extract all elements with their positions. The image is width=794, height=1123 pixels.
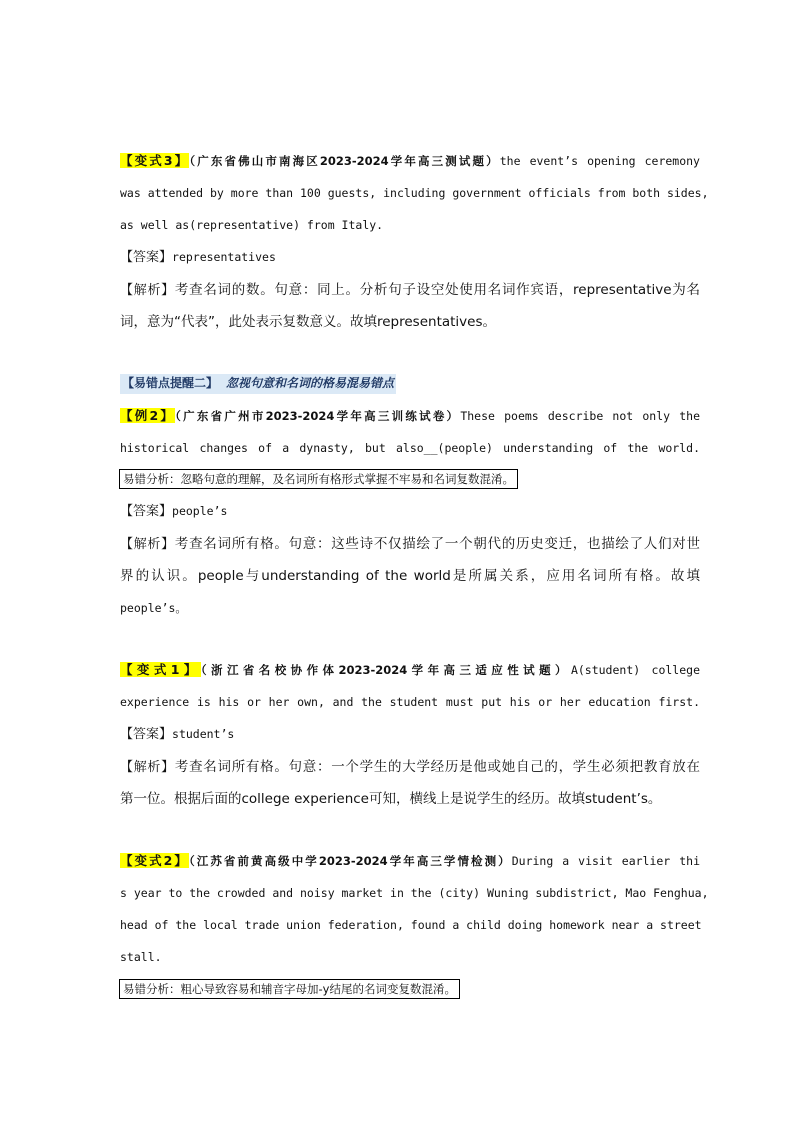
v3-analysis-line2: 词，意为“代表”，此处表示复数意义。故填representatives。 — [120, 314, 497, 330]
v3-question-line1 — [120, 153, 700, 169]
ex2-analysis-label: 【解析】 — [120, 537, 175, 552]
v2-line1-text: During a visit earlier thi — [511, 854, 700, 868]
ex2-answer-text: people’s — [172, 504, 228, 518]
ex2-error-note: 易错分析：忽略句意的理解，及名词所有格形式掌握不牢易和名词复数混淆。 — [119, 469, 518, 489]
v1-tag: 【变式1】 — [120, 662, 201, 677]
v3-answer-text: representatives — [172, 250, 276, 264]
ex2-question-line2: historical changes of a dynasty, but also__(people) understanding of the world. — [120, 441, 700, 455]
v1-answer-text: student’s — [172, 727, 235, 741]
section2-heading — [120, 374, 396, 394]
v1-analysis-text: 考查名词所有格。句意：一个学生的大学经历是他或她自己的，学生必须把教育放在 — [174, 759, 700, 775]
ex2-answer — [120, 503, 700, 520]
v1-answer-label: 【答案】 — [120, 727, 173, 742]
ex2-tag: 【例2】 — [120, 408, 176, 423]
v1-question-line1 — [120, 662, 700, 678]
v2-question-line2: s year to the crowded and noisy market in the (city) Wuning subdistrict, Mao Fenghua, — [120, 886, 709, 900]
v2-tag: 【变式2】 — [120, 853, 189, 868]
ex2-source: （广东省广州市2023-2024学年高三训练试卷） — [175, 409, 461, 423]
ex2-answer-label: 【答案】 — [120, 504, 173, 519]
v3-analysis-text: 考查名词的数。句意：同上。分析句子设空处使用名词作宾语，representative为名 — [174, 282, 700, 298]
section2-title: 【易错点提醒二】 — [122, 376, 219, 390]
ex2-analysis-text: 考查名词所有格。句意：这些诗不仅描绘了一个朝代的历史变迁，也描绘了人们对世 — [174, 536, 700, 552]
v3-analysis-label: 【解析】 — [120, 283, 175, 298]
v2-question-line4: stall. — [120, 950, 162, 964]
ex2-analysis-line1 — [120, 536, 700, 553]
v1-analysis-line1 — [120, 759, 700, 776]
ex2-line1-text: These poems describe not only the — [460, 409, 700, 423]
v3-question-line2: was attended by more than 100 guests, including government officials from both sides, — [120, 186, 709, 200]
v2-question-line1 — [120, 853, 700, 869]
v1-analysis-line2: 第一位。根据后面的college experience可知，横线上是说学生的经历。故填student’s。 — [120, 791, 662, 807]
section2-subtitle: 忽视句意和名词的格易混易错点 — [226, 376, 395, 390]
v3-answer — [120, 249, 700, 266]
ex2-analysis-line3: people’s。 — [120, 601, 187, 615]
v1-line1-text: A(student) college — [570, 663, 700, 677]
v2-error-note: 易错分析：粗心导致容易和辅音字母加-y结尾的名词变复数混淆。 — [119, 979, 460, 999]
v1-answer — [120, 726, 700, 743]
v1-source: （浙江省名校协作体2023-2024学年高三适应性试题） — [200, 663, 571, 677]
v3-tag: 【变式3】 — [120, 153, 190, 168]
v2-source: （江苏省前黄高级中学2023-2024学年高三学情检测） — [189, 854, 512, 868]
ex2-question-line1 — [120, 408, 700, 424]
v3-analysis-line1 — [120, 282, 700, 299]
v1-question-line2: experience is his or her own, and the student must put his or her education first. — [120, 695, 700, 709]
v1-analysis-label: 【解析】 — [120, 760, 175, 775]
ex2-analysis-line2: 界的认识。people与understanding of the world是所属关系，应用名词所有格。故填 — [120, 568, 700, 584]
v3-answer-label: 【答案】 — [120, 250, 173, 265]
v3-source: （广东省佛山市南海区2023-2024学年高三测试题） — [189, 154, 500, 168]
v3-line1-text: the event’s opening ceremony — [499, 154, 700, 168]
v2-question-line3: head of the local trade union federation, found a child doing homework near a street — [120, 918, 702, 932]
v3-question-line3: as well as(representative) from Italy. — [120, 218, 384, 232]
